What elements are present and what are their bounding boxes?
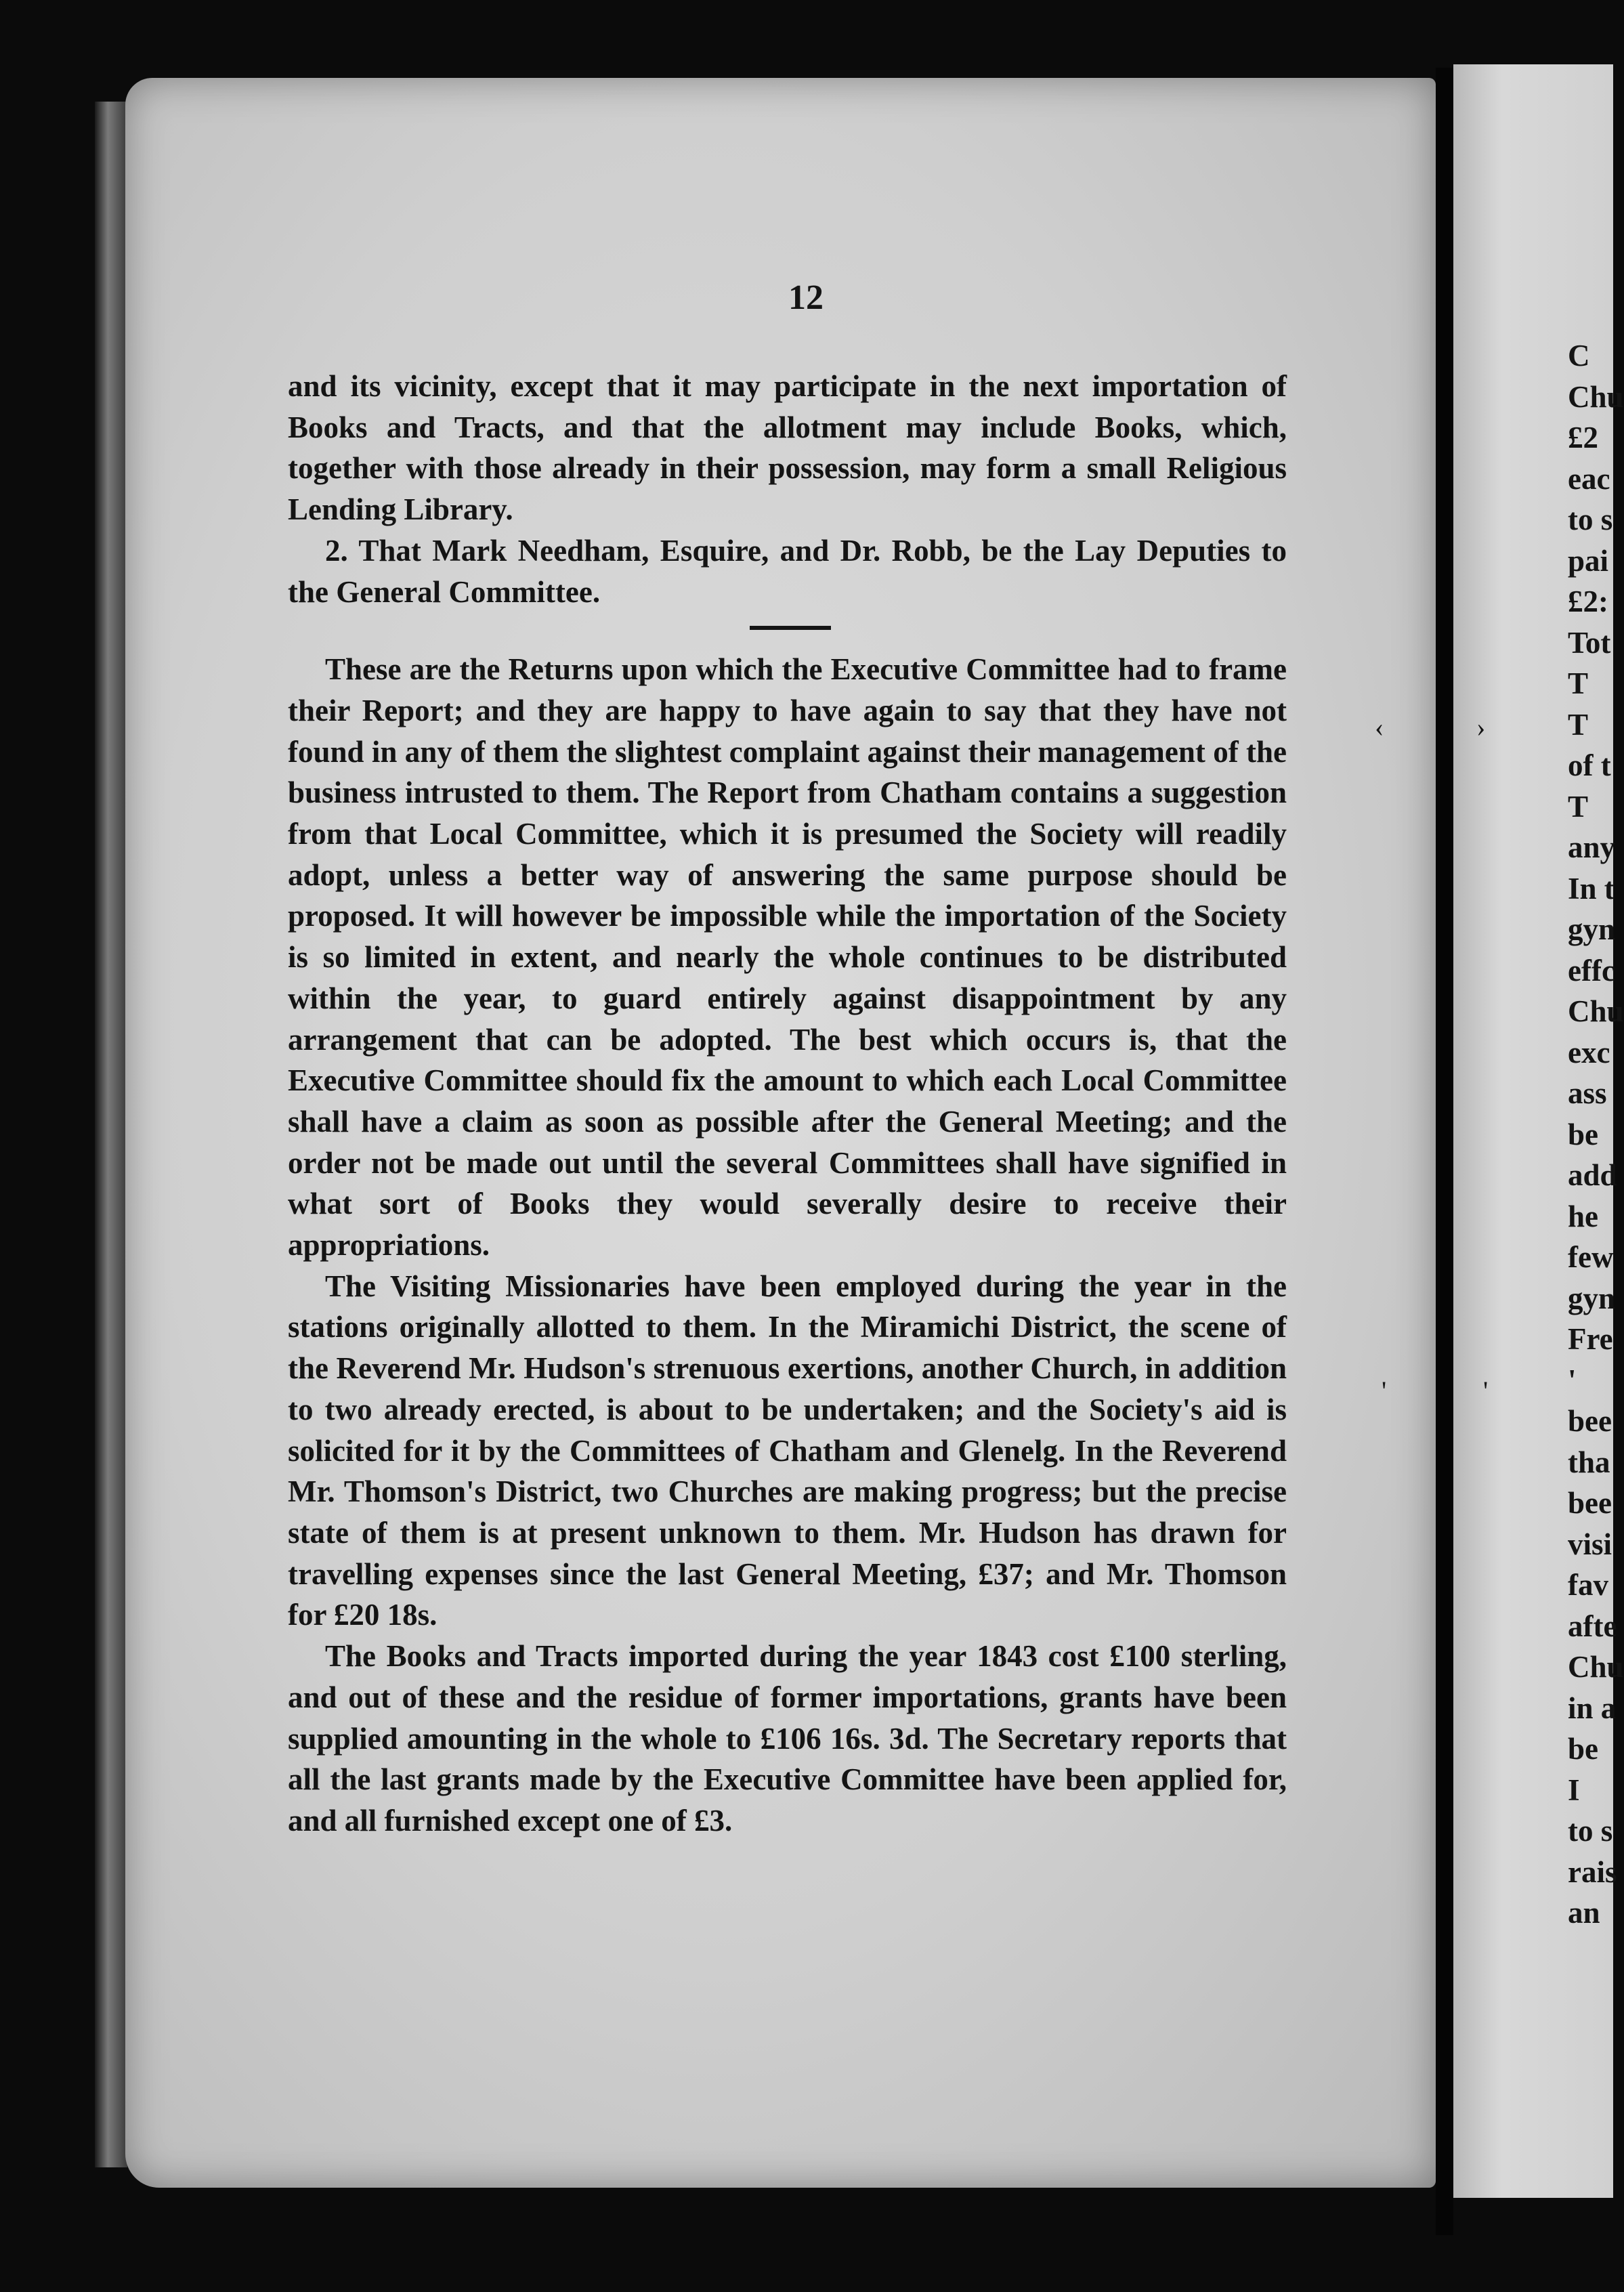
fragment-line: Chu	[1568, 1650, 1624, 1684]
fragment-line: in a	[1568, 1691, 1617, 1725]
fragment-line: an	[1568, 1896, 1600, 1930]
fragment-line: gyn	[1568, 1281, 1616, 1315]
fragment-line: few	[1568, 1240, 1614, 1274]
fragment-line: he	[1568, 1199, 1598, 1233]
margin-mark: ‹	[1375, 712, 1384, 742]
fragment-line: visi	[1568, 1527, 1612, 1561]
fragment-line: Chu	[1568, 379, 1624, 414]
margin-mark: ›	[1476, 712, 1486, 742]
page-number: 12	[788, 278, 824, 317]
fragment-line: be	[1568, 1117, 1598, 1151]
fragment-line: rais	[1568, 1854, 1617, 1889]
body-text	[288, 366, 1287, 1842]
left-book-edge	[95, 102, 127, 2167]
fragment-line: In t	[1568, 871, 1615, 906]
paragraph-1: and its vicinity, except that it may participate in the next importation of Books and Tracts, and that the allotment may include Books, which, together with those already in their possession, may form a small Religious Lending Library.	[288, 369, 1287, 527]
facing-page-text	[1568, 335, 1624, 1934]
fragment-line: any	[1568, 830, 1616, 864]
fragment-line: T	[1568, 666, 1589, 700]
fragment-line: be	[1568, 1732, 1598, 1766]
paragraph-2: 2. That Mark Needham, Esquire, and Dr. Robb, be the Lay Deputies to the General Committee.	[288, 533, 1287, 609]
fragment-line: add	[1568, 1158, 1617, 1192]
paragraph-3: These are the Returns upon which the Executive Committee had to frame their Report; and they are happy to have again to say that they have not found in any of them the slightest complaint against their management of the business intrusted to them. The Report from Chatham contains a suggestion from that Local Committee, which it is presumed the Society will readily adopt, unless a better way of answering the same purpose should be proposed. It will however be impossible while the importation of the Society is so limited in extent, and nearly the whole continues to be distributed within the year, to guard entirely against disappointment by any arrangement that can be adopted. The best which occurs is, that the Executive Committee should fix the amount to which each Local Committee shall have a claim as soon as possible after the General Meeting; and the order not be made out until the several Committees shall have signified in what sort of Books they would severally desire to receive their appropriations.	[288, 652, 1287, 1262]
fragment-line: of t	[1568, 748, 1611, 782]
margin-mark: '	[1382, 1376, 1387, 1406]
fragment-line: tha	[1568, 1445, 1610, 1479]
book-gutter	[1436, 68, 1453, 2235]
fragment-line: T	[1568, 789, 1589, 824]
fragment-line: bee	[1568, 1404, 1612, 1438]
section-rule	[750, 626, 831, 630]
margin-mark: '	[1483, 1376, 1489, 1406]
fragment-line: gyn	[1568, 912, 1616, 946]
fragment-line: '	[1568, 1363, 1577, 1397]
fragment-line: to s	[1568, 1814, 1613, 1848]
fragment-line: bee	[1568, 1486, 1612, 1520]
fragment-line: £2	[1568, 421, 1598, 454]
fragment-line: eac	[1568, 461, 1610, 496]
fragment-line: ass	[1568, 1076, 1607, 1110]
fragment-line: fav	[1568, 1568, 1608, 1602]
fragment-line: effc	[1568, 953, 1615, 988]
fragment-line: Tot	[1568, 625, 1611, 660]
fragment-line: C	[1568, 339, 1590, 373]
fragment-line: T	[1568, 707, 1589, 742]
fragment-line: Fre	[1568, 1322, 1613, 1356]
fragment-line: pai	[1568, 543, 1609, 578]
fragment-line: Chu	[1568, 994, 1624, 1028]
fragment-line: £2:	[1568, 585, 1608, 618]
fragment-line: exc	[1568, 1035, 1610, 1069]
paragraph-4: The Visiting Missionaries have been employed during the year in the stations originally allotted to them. In the Miramichi District, the scene of the Reverend Mr. Hudson's strenuous exertions, another Church, in addition to two already erected, is about to be undertaken; and the Society's aid is solicited for it by the Committees of Chatham and Glenelg. In the Reverend Mr. Thomson's District, two Churches are making progress; but the precise state of them is at present unknown to them. Mr. Hudson has drawn for travelling expenses since the last General Meeting, £37; and Mr. Thomson for £20 18s.	[288, 1269, 1287, 1632]
fragment-line: afte	[1568, 1609, 1617, 1643]
paragraph-5: The Books and Tracts imported during the year 1843 cost £100 sterling, and out of these and the residue of former importations, grants have been supplied amounting in the whole to £106 16s. 3d. The Secretary reports that all the last grants made by the Executive Committee have been applied for, and all furnished except one of £3.	[288, 1639, 1287, 1838]
fragment-line: to s	[1568, 503, 1613, 536]
fragment-line: I	[1568, 1773, 1580, 1807]
